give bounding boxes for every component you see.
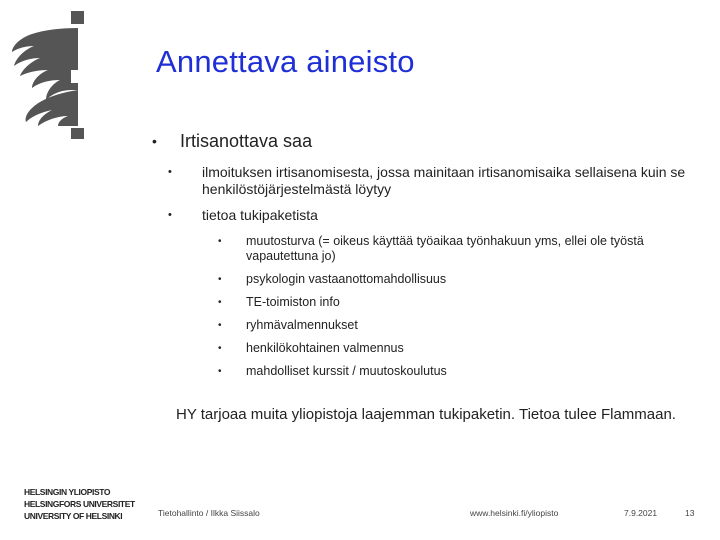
main-bullet (140, 130, 700, 152)
bullet-marker: • (218, 343, 222, 354)
bullet-marker: • (168, 166, 172, 178)
sub-bullet (168, 207, 700, 224)
support-item (218, 234, 700, 264)
university-name-sv: HELSINGFORS UNIVERSITET (24, 499, 135, 509)
main-bullet-text: Irtisanottava saa (180, 131, 313, 151)
support-item-text: ryhmävalmennukset (246, 318, 358, 332)
bullet-marker: • (218, 320, 222, 331)
support-item-text: psykologin vastaanottomahdollisuus (246, 272, 447, 286)
university-name-fi: HELSINGIN YLIOPISTO (24, 487, 111, 497)
support-item (218, 341, 700, 356)
bullet-marker: • (218, 366, 222, 377)
footer-page-number: 13 (685, 508, 695, 518)
footer-author: Tietohallinto / Ilkka Siissalo (158, 508, 260, 518)
sub-bullet (168, 164, 700, 198)
slide-content (140, 130, 700, 387)
university-name (24, 486, 135, 522)
support-item (218, 318, 700, 333)
sub-bullet-text: tietoa tukipaketista (202, 207, 318, 223)
bullet-marker: • (152, 133, 157, 149)
footer-date: 7.9.2021 (624, 508, 658, 518)
slide-title: Annettava aineisto (156, 44, 415, 79)
footer-url: www.helsinki.fi/yliopisto (470, 508, 559, 518)
summary-note: HY tarjoaa muita yliopistoja laajemman tukipaketin. Tietoa tulee Flammaan. (176, 406, 676, 423)
support-item-text: mahdolliset kurssit / muutoskoulutus (246, 364, 447, 378)
sub-bullet-text: ilmoituksen irtisanomisesta, jossa mainitaan irtisanomisaika sellaisena kuin se henkilöstöjärjestelmästä löytyy (202, 164, 686, 197)
flame-logo-icon (4, 6, 100, 140)
bullet-marker: • (218, 236, 222, 247)
support-item (218, 272, 700, 287)
support-list (140, 234, 700, 379)
bullet-marker: • (218, 297, 222, 308)
university-name-en: UNIVERSITY OF HELSINKI (24, 511, 123, 521)
support-item (218, 364, 700, 379)
support-item-text: henkilökohtainen valmennus (246, 341, 404, 355)
support-item-text: muutosturva (= oikeus käyttää työaikaa työnhakuun yms, ellei ole työstä vapautettuna jo) (246, 234, 644, 263)
support-item-text: TE-toimiston info (246, 295, 340, 309)
support-item (218, 295, 700, 310)
bullet-marker: • (218, 274, 222, 285)
bullet-marker: • (168, 209, 172, 221)
